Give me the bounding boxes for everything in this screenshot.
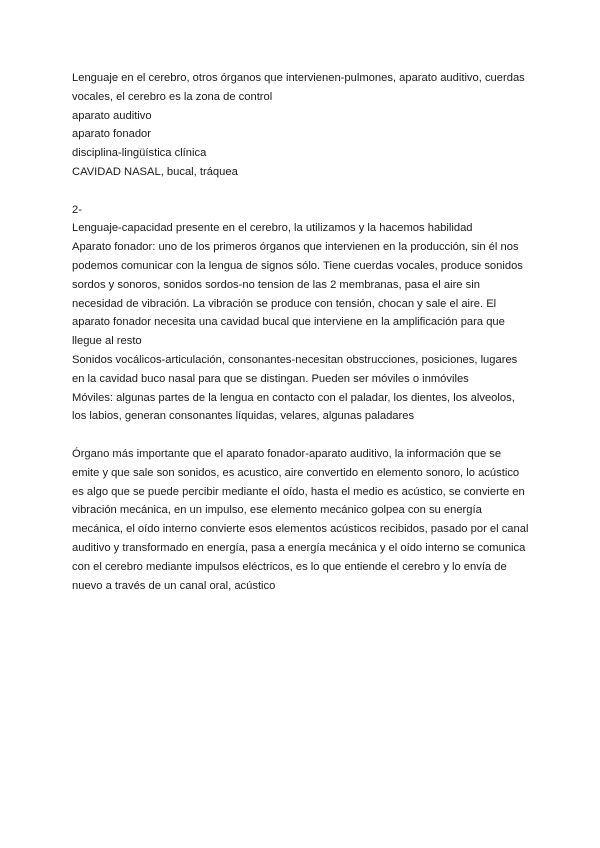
text-line: Sonidos vocálicos-articulación, consonantes-necesitan obstrucciones, posiciones, lugares	[72, 353, 518, 366]
text-line: emite y que sale son sonidos, es acustico, aire convertido en elemento sonoro, lo acústico	[72, 466, 520, 479]
section-3	[72, 445, 534, 595]
text-line: aparato auditivo	[72, 109, 152, 122]
text-line: Lenguaje en el cerebro, otros órganos que intervienen-pulmones, aparato auditivo, cuerdas	[72, 72, 525, 84]
section-1	[72, 69, 534, 182]
text-line: CAVIDAD NASAL, bucal, tráquea	[72, 165, 238, 178]
text-line: Lenguaje-capacidad presente en el cerebro, la utilizamos y la hacemos habilidad	[72, 222, 473, 235]
text-line: con el cerebro mediante impulsos eléctricos, es lo que entiende el cerebro y lo envía de	[72, 560, 507, 573]
text-line: aparato fonador necesita una cavidad bucal que interviene en la amplificación para que	[72, 316, 505, 329]
text-line: vocales, el cerebro es la zona de control	[72, 90, 273, 103]
text-line: vibración mecánica, en un impulso, ese elemento mecánico golpea con su energía	[72, 504, 482, 517]
text-line: podemos comunicar con la lengua de signos sólo. Tiene cuerdas vocales, produce sonidos	[72, 259, 523, 272]
text-line: Móviles: algunas partes de la lengua en contacto con el paladar, los dientes, los alveolos,	[72, 391, 515, 404]
text-line: mecánica, el oído interno convierte esos elementos acústicos recibidos, pasado por el canal	[72, 523, 529, 536]
text-line: en la cavidad buco nasal para que se distingan. Pueden ser móviles o inmóviles	[72, 372, 469, 385]
text-line: necesidad de vibración. La vibración se produce con tensión, chocan y sale el aire. El	[72, 297, 497, 310]
text-line: auditivo y transformado en energía, pasa a energía mecánica y el oído interno se comunica	[72, 541, 526, 554]
text-line: llegue al resto	[72, 335, 142, 348]
section-number: 2-	[72, 203, 82, 216]
section-2	[72, 201, 534, 427]
text-line: los labios, generan consonantes líquidas, velares, algunas paladares	[72, 410, 415, 423]
text-line: es algo que se puede percibir mediante el oído, hasta el medio es acústico, se convierte en	[72, 485, 525, 498]
text-line: nuevo a través de un canal oral, acústico	[72, 579, 276, 592]
paragraph-gap	[72, 426, 534, 445]
text-line: aparato fonador	[72, 128, 151, 141]
paragraph-gap	[72, 182, 534, 201]
text-line: sordos y sonoros, sonidos sordos-no tension de las 2 membranas, pasa el aire sin	[72, 278, 480, 291]
text-line: Aparato fonador: uno de los primeros órganos que intervienen en la producción, sin él nos	[72, 241, 519, 254]
text-line: Órgano más importante que el aparato fonador-aparato auditivo, la información que se	[72, 447, 502, 460]
text-line: disciplina-lingüística clínica	[72, 147, 207, 160]
